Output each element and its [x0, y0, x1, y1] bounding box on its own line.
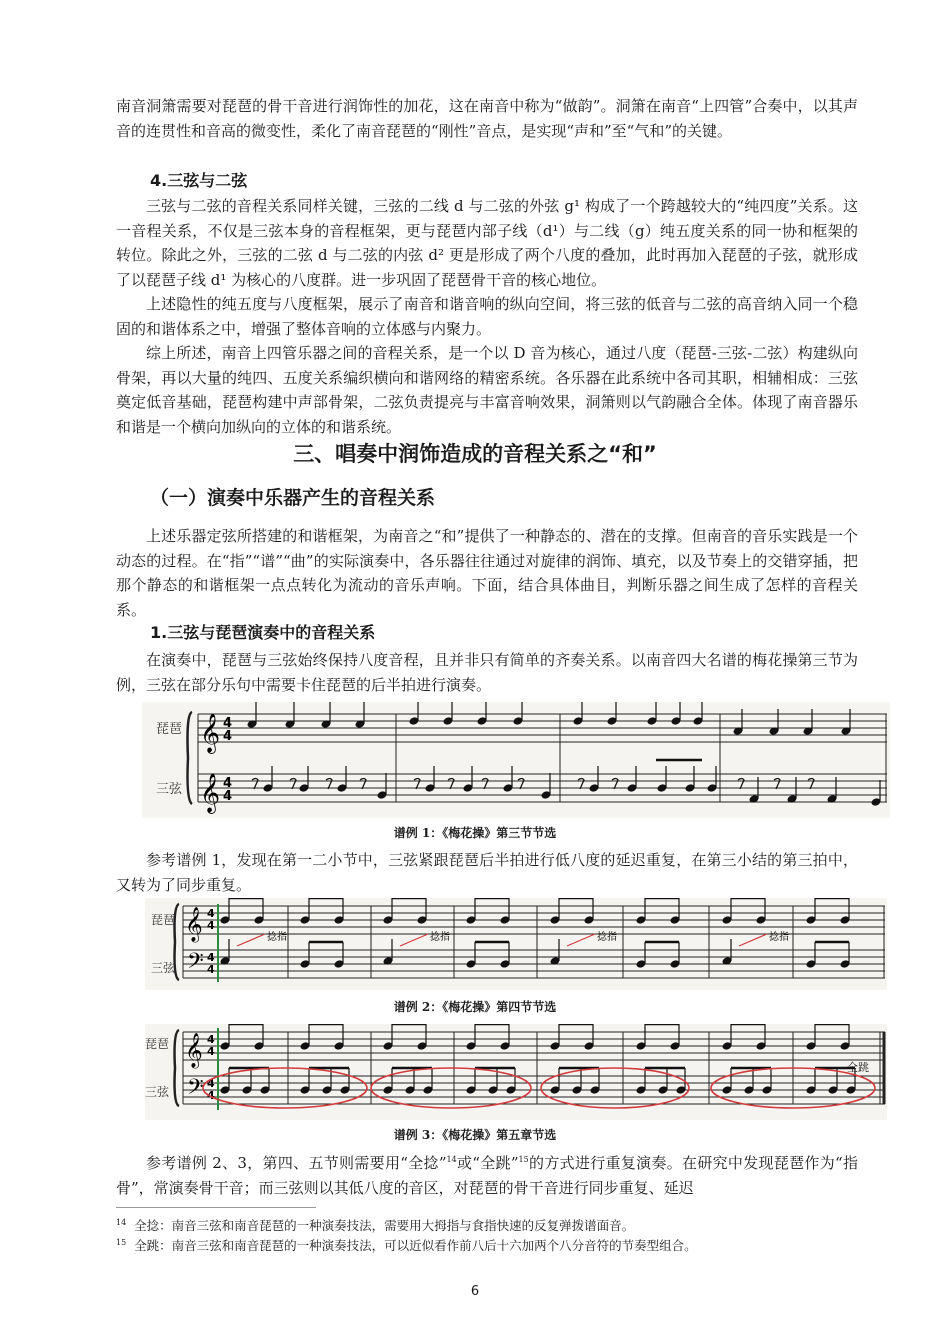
time-signature-bottom: 4 — [223, 729, 233, 744]
footnote-text: 全捻：南音三弦和南音琵琶的一种演奏技法，需要用大拇指与食指快速的反复弹拨谱面音。 — [134, 1218, 635, 1234]
score-example-1 — [142, 702, 890, 818]
paragraph-text: 或“全跳” — [456, 1154, 519, 1172]
footnote-number: 15 — [116, 1238, 127, 1247]
chapter-heading: 三、唱奏中润饰造成的音程关系之“和” — [293, 442, 657, 466]
time-signature-top: 4 — [207, 1033, 215, 1046]
bass-clef-icon: 𝄢 — [187, 949, 204, 979]
footnote-number: 14 — [116, 1218, 127, 1227]
treble-clef-icon: 𝄞 — [200, 773, 221, 813]
page-number: 6 — [470, 1284, 480, 1299]
subsection-heading: （一）演奏中乐器产生的音程关系 — [150, 487, 436, 509]
treble-clef-icon: 𝄞 — [185, 907, 203, 942]
score-caption-3: 谱例 3：《梅花操》第五章节选 — [393, 1128, 557, 1142]
paragraph-hidden-framework: 上述隐性的纯五度与八度框架，展示了南音和谐音响的纵向空间，将三弦的低音与二弦的高音纳入同一个稳固的和谐体系之中，增强了整体音响的立体感与内聚力。 — [116, 295, 858, 338]
time-signature-top: 4 — [223, 716, 233, 731]
time-signature-bottom: 4 — [207, 1089, 215, 1102]
time-signature-bottom: 4 — [207, 963, 215, 976]
score-caption-1: 谱例 1：《梅花操》第三节节选 — [393, 826, 557, 840]
paragraph-summary: 综上所述，南音上四管乐器之间的音程关系，是一个以 D 音为核心，通过八度（琵琶-三弦-二弦）构建纵向骨架，再以大量的纯四、五度关系编织横向和谐网络的精密系统。各乐器在此系统中各司其职，相辅相成：三弦奠定低音基础，琵琶构建中声部骨架，二弦负责提亮与丰富音响效果，洞箫则以气韵融合全体。体现了南音器乐和谐是一个横向加纵向的立体的和谐系统。 — [116, 344, 858, 436]
paragraph-xiao: 南音洞箫需要对琵琶的骨干音进行润饰性的加花，这在南音中称为“做韵”。洞箫在南音“上四管”合奏中，以其声音的连贯性和音高的微变性，柔化了南音琵琶的“刚性”音点，是实现“声和”至“气和”的关键。 — [116, 97, 858, 140]
time-signature-top: 4 — [223, 776, 233, 791]
paragraph-interval-fourth: 三弦与二弦的音程关系同样关键，三弦的二线 d 与二弦的外弦 g¹ 构成了一个跨越较大的“纯四度”关系。这一音程关系，不仅是三弦本身的音程框架，更与琵琶内部子线（d¹）与二线（g）纯五度关系的同一协和框架的转位。除此之外，三弦的二弦 d 与二弦的内弦 d² 更是形成了两个八度的叠加，此时再加入琵琶的子弦，就形成了以琵琶子线 d¹ 为核心的八度群。进一步巩固了琵琶骨干音的核心地位。 — [116, 197, 858, 289]
footnote-ref-14[interactable]: 14 — [446, 1155, 457, 1164]
time-signature-bottom: 4 — [207, 1045, 215, 1058]
footnote-text: 全跳：南音三弦和南音琵琶的一种演奏技法，可以近似看作前八后十六加两个八分音符的节奏型组合。 — [134, 1238, 697, 1254]
score-label-sanxian: 三弦 — [156, 782, 183, 797]
footnote-ref-15[interactable]: 15 — [518, 1155, 529, 1164]
time-signature-bottom: 4 — [223, 789, 233, 804]
section-heading-sanxian-erxian: 4.三弦与二弦 — [150, 171, 248, 190]
paragraph-text: 的方式进行重复演奏。在研究中发现琵琶作为“指骨”，常演奏骨干音；而三弦则以其低八度的音区，对琵琶的骨干音进行同步重复、延迟 — [116, 1154, 858, 1197]
footnote-14 — [116, 1214, 858, 1234]
paragraph-example-1: 参考谱例 1，发现在第一二小节中，三弦紧跟琵琶后半拍进行低八度的延迟重复，在第三小结的第三拍中，又转为了同步重复。 — [116, 851, 858, 894]
time-signature-top: 4 — [207, 907, 215, 920]
annotation-nianzhi: 捻指 — [267, 932, 287, 943]
time-signature-top: 4 — [207, 951, 215, 964]
paragraph-dynamic-practice: 上述乐器定弦所搭建的和谐框架，为南音之“和”提供了一种静态的、潜在的支撑。但南音的音乐实践是一个动态的过程。在“指”“谱”“曲”的实际演奏中，各乐器往往通过对旋律的润饰、填充，以及节奏上的交错穿插，把那个静态的和谐框架一点点转化为流动的音乐声响。下面，结合具体曲目，判断乐器之间生成了怎样的音程关系。 — [116, 527, 858, 619]
score-caption-2: 谱例 2：《梅花操》第四节节选 — [393, 1000, 557, 1014]
score-label-sanxian: 三弦 — [151, 961, 176, 975]
score-example-2 — [145, 898, 887, 990]
annotation-nianzhi: 捻指 — [597, 932, 617, 943]
score-label-pipa: 琵琶 — [156, 722, 183, 737]
treble-clef-icon: 𝄞 — [200, 713, 221, 753]
footnote-15 — [116, 1234, 858, 1254]
bass-clef-icon: 𝄢 — [187, 1075, 204, 1105]
score-label-sanxian: 三弦 — [145, 1085, 170, 1099]
footnote-divider — [116, 1207, 316, 1208]
time-signature-top: 4 — [207, 1077, 215, 1090]
paragraph-text: 参考谱例 2、3，第四、五节则需要用“全捻” — [146, 1154, 447, 1172]
treble-clef-icon: 𝄞 — [185, 1033, 203, 1068]
time-signature-bottom: 4 — [207, 919, 215, 932]
paragraph-example-2-3 — [116, 1148, 858, 1200]
score-example-3 — [145, 1024, 887, 1120]
score-label-pipa: 琵琶 — [145, 1037, 170, 1051]
annotation-nianzhi: 捻指 — [430, 932, 450, 943]
score-label-pipa: 琵琶 — [151, 913, 176, 927]
annotation-quantiao: 全跳 — [847, 1061, 869, 1074]
paragraph-octave-relation: 在演奏中，琵琶与三弦始终保持八度音程，且并非只有简单的齐奏关系。以南音四大名谱的梅花操第三节为例，三弦在部分乐句中需要卡住琵琶的后半拍进行演奏。 — [116, 651, 858, 694]
section-heading-sanxian-pipa: 1.三弦与琵琶演奏中的音程关系 — [150, 623, 376, 642]
annotation-nianzhi: 捻指 — [769, 932, 789, 943]
